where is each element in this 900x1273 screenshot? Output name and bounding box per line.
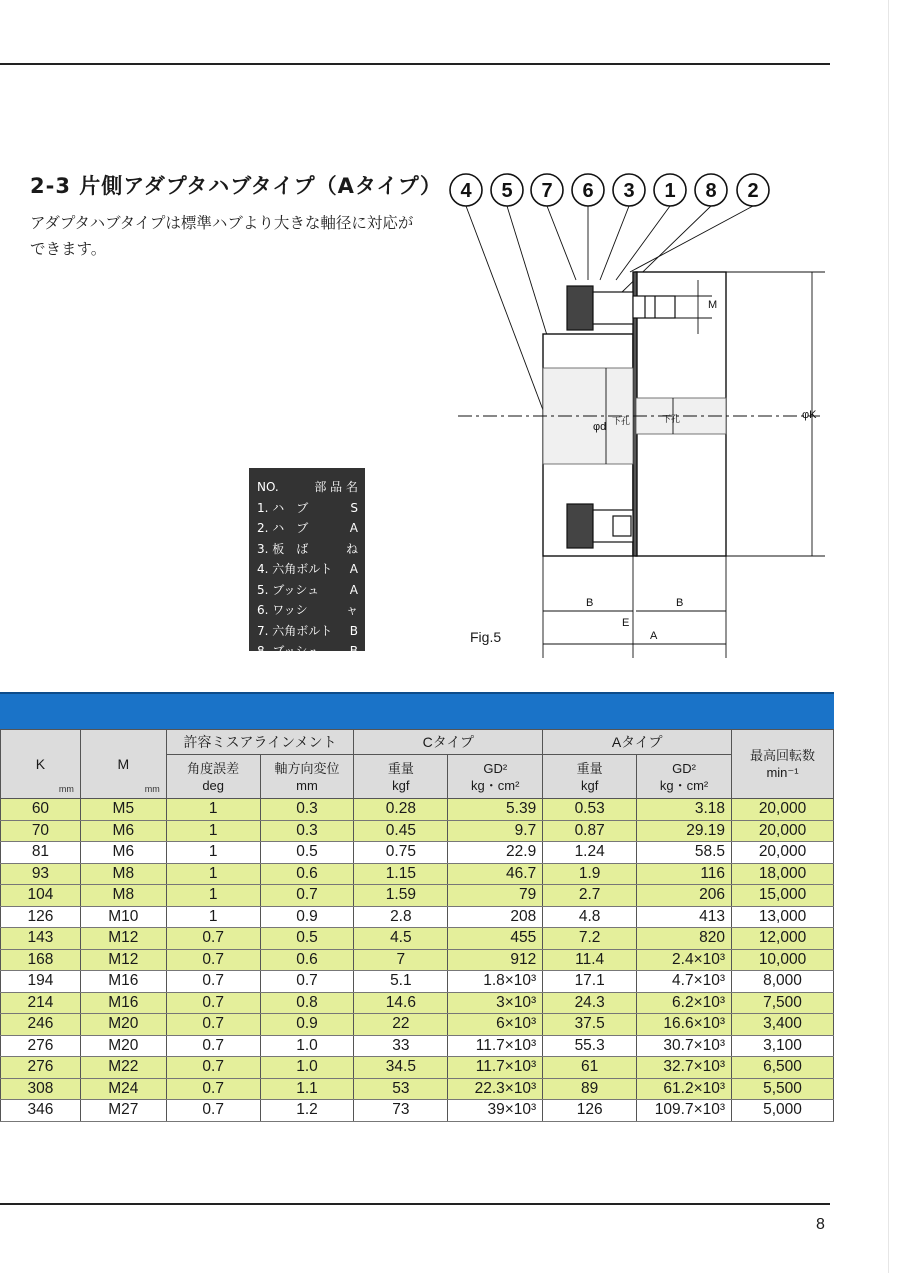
cell-M: M8 [80, 885, 166, 907]
dim-label-shitaana-2: 下孔 [662, 414, 681, 424]
parts-item-label: 6. ワッシ [257, 603, 308, 617]
parts-item [257, 559, 358, 580]
cell-angle: 0.7 [166, 1100, 260, 1122]
cell-a-gd: 109.7×10³ [637, 1100, 732, 1122]
cell-a-weight: 89 [543, 1078, 637, 1100]
cell-angle: 1 [166, 906, 260, 928]
cell-M: M6 [80, 820, 166, 842]
parts-item-code: S [350, 500, 358, 515]
table-row [1, 971, 834, 993]
parts-item [257, 498, 358, 519]
cell-max-speed: 5,500 [732, 1078, 834, 1100]
cell-axial: 0.5 [260, 842, 354, 864]
cell-a-gd: 116 [637, 863, 732, 885]
cell-max-speed: 13,000 [732, 906, 834, 928]
cell-angle: 0.7 [166, 992, 260, 1014]
cell-a-gd: 32.7×10³ [637, 1057, 732, 1079]
col-header-max-speed: 最高回転数 min⁻¹ [732, 730, 834, 799]
cell-max-speed: 20,000 [732, 820, 834, 842]
parts-item [257, 621, 358, 642]
cell-M: M16 [80, 992, 166, 1014]
cell-c-weight: 1.59 [354, 885, 448, 907]
page-edge [888, 0, 889, 1273]
cell-max-speed: 3,100 [732, 1035, 834, 1057]
parts-item [257, 580, 358, 601]
page-number: 8 [816, 1216, 825, 1233]
cell-max-speed: 5,000 [732, 1100, 834, 1122]
cell-angle: 1 [166, 820, 260, 842]
table-row [1, 949, 834, 971]
cell-c-gd: 5.39 [448, 799, 543, 821]
cell-c-weight: 5.1 [354, 971, 448, 993]
callout-text: 1 [664, 180, 676, 202]
parts-item-label: 4. 六角ボルト [257, 562, 333, 576]
cell-angle: 1 [166, 863, 260, 885]
cell-angle: 0.7 [166, 949, 260, 971]
cell-angle: 0.7 [166, 971, 260, 993]
cell-axial: 1.0 [260, 1035, 354, 1057]
cell-a-weight: 55.3 [543, 1035, 637, 1057]
cell-a-weight: 7.2 [543, 928, 637, 950]
cell-axial: 1.0 [260, 1057, 354, 1079]
col-header-a-type: Aタイプ [543, 730, 732, 755]
cell-K: 214 [1, 992, 81, 1014]
cell-angle: 1 [166, 885, 260, 907]
figure-label: Fig.5 [470, 629, 502, 645]
table-row [1, 1078, 834, 1100]
cell-a-weight: 0.53 [543, 799, 637, 821]
col-header-misalignment: 許容ミスアラインメント [166, 730, 354, 755]
cell-a-weight: 24.3 [543, 992, 637, 1014]
parts-item-label: 8. ブッシュ [257, 644, 320, 658]
col-header-angle: 角度誤差 deg [166, 755, 260, 799]
table-banner [0, 692, 834, 729]
bolt-bottom [567, 504, 633, 548]
cell-a-weight: 37.5 [543, 1014, 637, 1036]
cell-a-gd: 30.7×10³ [637, 1035, 732, 1057]
table-row [1, 842, 834, 864]
cell-c-gd: 208 [448, 906, 543, 928]
callout-text: 6 [582, 180, 594, 202]
cell-a-gd: 16.6×10³ [637, 1014, 732, 1036]
cell-max-speed: 8,000 [732, 971, 834, 993]
cell-c-weight: 14.6 [354, 992, 448, 1014]
cell-c-gd: 79 [448, 885, 543, 907]
cell-K: 194 [1, 971, 81, 993]
table-row [1, 1014, 834, 1036]
cell-M: M20 [80, 1014, 166, 1036]
parts-item-code: B [349, 623, 358, 638]
cell-M: M24 [80, 1078, 166, 1100]
cell-c-weight: 7 [354, 949, 448, 971]
cell-axial: 0.5 [260, 928, 354, 950]
cell-M: M10 [80, 906, 166, 928]
cell-c-gd: 6×10³ [448, 1014, 543, 1036]
cell-a-gd: 58.5 [637, 842, 732, 864]
cell-angle: 0.7 [166, 928, 260, 950]
cell-c-weight: 0.28 [354, 799, 448, 821]
col-header-c-weight: 重量 kgf [354, 755, 448, 799]
cell-c-weight: 73 [354, 1100, 448, 1122]
cell-c-weight: 2.8 [354, 906, 448, 928]
parts-item-code: ャ [345, 603, 358, 617]
cell-max-speed: 18,000 [732, 863, 834, 885]
parts-item-label: 1. ハ ブ [257, 500, 309, 515]
cell-c-gd: 912 [448, 949, 543, 971]
parts-item [257, 518, 358, 539]
cell-K: 81 [1, 842, 81, 864]
coupling-diagram [440, 168, 840, 668]
cell-c-gd: 9.7 [448, 820, 543, 842]
dim-label-B-left: B [586, 597, 594, 609]
cell-c-gd: 3×10³ [448, 992, 543, 1014]
cell-a-weight: 4.8 [543, 906, 637, 928]
cell-M: M16 [80, 971, 166, 993]
cell-c-weight: 1.15 [354, 863, 448, 885]
cell-c-gd: 22.9 [448, 842, 543, 864]
cell-max-speed: 7,500 [732, 992, 834, 1014]
parts-item-label: 2. ハ ブ [257, 521, 309, 535]
cell-c-gd: 46.7 [448, 863, 543, 885]
callout-text: 8 [705, 180, 717, 202]
table-row [1, 863, 834, 885]
col-header-axial: 軸方向変位 mm [260, 755, 354, 799]
cell-M: M20 [80, 1035, 166, 1057]
cell-M: M12 [80, 949, 166, 971]
cell-angle: 0.7 [166, 1057, 260, 1079]
table-row [1, 1057, 834, 1079]
cell-a-weight: 0.87 [543, 820, 637, 842]
cell-angle: 0.7 [166, 1078, 260, 1100]
cell-a-weight: 11.4 [543, 949, 637, 971]
cell-a-gd: 2.4×10³ [637, 949, 732, 971]
cell-angle: 1 [166, 799, 260, 821]
callout-text: 3 [623, 180, 635, 202]
dim-label-phiK: φK [802, 409, 817, 421]
callout-text: 4 [460, 180, 472, 202]
callout-group [450, 174, 769, 206]
cell-c-gd: 11.7×10³ [448, 1057, 543, 1079]
cell-max-speed: 6,500 [732, 1057, 834, 1079]
section-description: アダプタハブタイプは標準ハブより大きな軸径に対応ができます。 [30, 214, 414, 258]
cell-a-gd: 820 [637, 928, 732, 950]
table-row [1, 1035, 834, 1057]
col-header-c-type: Cタイプ [354, 730, 543, 755]
cell-c-weight: 0.45 [354, 820, 448, 842]
parts-item-code: A [349, 582, 358, 597]
cell-c-gd: 22.3×10³ [448, 1078, 543, 1100]
cell-c-gd: 455 [448, 928, 543, 950]
parts-header-no: NO. [257, 480, 279, 494]
cell-a-gd: 3.18 [637, 799, 732, 821]
parts-item-label: 3. 板 ば [257, 541, 309, 556]
table-row [1, 885, 834, 907]
cell-a-gd: 6.2×10³ [637, 992, 732, 1014]
cell-max-speed: 20,000 [732, 842, 834, 864]
cell-max-speed: 20,000 [732, 799, 834, 821]
dim-label-shitaana-1: 下孔 [612, 416, 631, 426]
cell-axial: 0.9 [260, 1014, 354, 1036]
parts-item-code: A [349, 562, 358, 576]
cell-angle: 0.7 [166, 1014, 260, 1036]
parts-header-name: 部 品 名 [314, 480, 358, 494]
col-header-a-gd: GD² kg・cm² [637, 755, 732, 799]
table-row [1, 992, 834, 1014]
col-header-a-weight: 重量 kgf [543, 755, 637, 799]
col-header-M: M mm [80, 730, 166, 799]
cell-K: 143 [1, 928, 81, 950]
parts-item-code: A [349, 521, 358, 535]
cell-a-gd: 29.19 [637, 820, 732, 842]
cell-K: 346 [1, 1100, 81, 1122]
cell-K: 276 [1, 1057, 81, 1079]
parts-item-code: B [349, 644, 358, 658]
callout-text: 2 [747, 180, 759, 202]
parts-item [257, 641, 358, 662]
cell-M: M12 [80, 928, 166, 950]
callout-text: 7 [541, 180, 553, 202]
dim-label-phid: φd [593, 421, 607, 433]
cell-c-weight: 4.5 [354, 928, 448, 950]
cell-a-gd: 61.2×10³ [637, 1078, 732, 1100]
parts-item-label: 7. 六角ボルト [257, 623, 333, 638]
cell-c-weight: 34.5 [354, 1057, 448, 1079]
cell-K: 104 [1, 885, 81, 907]
cell-a-weight: 2.7 [543, 885, 637, 907]
cell-axial: 1.1 [260, 1078, 354, 1100]
cell-max-speed: 10,000 [732, 949, 834, 971]
parts-item [257, 600, 358, 621]
cell-axial: 1.2 [260, 1100, 354, 1122]
cell-K: 70 [1, 820, 81, 842]
cell-axial: 0.8 [260, 992, 354, 1014]
table-row [1, 928, 834, 950]
cell-K: 60 [1, 799, 81, 821]
parts-list [249, 468, 365, 658]
callout-text: 5 [501, 180, 513, 202]
cell-axial: 0.6 [260, 863, 354, 885]
bottom-rule [0, 1203, 830, 1205]
cell-M: M22 [80, 1057, 166, 1079]
cell-c-gd: 39×10³ [448, 1100, 543, 1122]
cell-axial: 0.3 [260, 820, 354, 842]
parts-list-header [257, 477, 358, 498]
cell-M: M5 [80, 799, 166, 821]
cell-K: 93 [1, 863, 81, 885]
cell-max-speed: 15,000 [732, 885, 834, 907]
spec-table [0, 729, 834, 1122]
dim-label-A: A [650, 630, 658, 642]
cell-axial: 0.6 [260, 949, 354, 971]
table-row [1, 1100, 834, 1122]
spec-table-body [1, 799, 834, 1122]
cell-a-weight: 61 [543, 1057, 637, 1079]
dim-label-M: M [708, 299, 718, 311]
cell-max-speed: 3,400 [732, 1014, 834, 1036]
cell-a-gd: 206 [637, 885, 732, 907]
cell-K: 276 [1, 1035, 81, 1057]
dim-label-E: E [622, 617, 630, 629]
cell-c-weight: 0.75 [354, 842, 448, 864]
cell-a-weight: 1.24 [543, 842, 637, 864]
cell-axial: 0.7 [260, 885, 354, 907]
cell-K: 308 [1, 1078, 81, 1100]
cell-a-weight: 126 [543, 1100, 637, 1122]
table-row [1, 799, 834, 821]
dim-label-B-right: B [676, 597, 684, 609]
cell-a-weight: 1.9 [543, 863, 637, 885]
section-title: 2-3 片側アダプタハブタイプ（Aタイプ） [30, 174, 442, 198]
cell-axial: 0.3 [260, 799, 354, 821]
cell-angle: 0.7 [166, 1035, 260, 1057]
cell-M: M6 [80, 842, 166, 864]
cell-a-weight: 17.1 [543, 971, 637, 993]
table-row [1, 820, 834, 842]
col-header-K: K mm [1, 730, 81, 799]
top-rule [0, 63, 830, 65]
cell-axial: 0.9 [260, 906, 354, 928]
cell-angle: 1 [166, 842, 260, 864]
cell-c-gd: 11.7×10³ [448, 1035, 543, 1057]
cell-M: M27 [80, 1100, 166, 1122]
cell-c-weight: 22 [354, 1014, 448, 1036]
parts-item [257, 539, 358, 560]
cell-c-gd: 1.8×10³ [448, 971, 543, 993]
cell-c-weight: 53 [354, 1078, 448, 1100]
cell-a-gd: 4.7×10³ [637, 971, 732, 993]
cell-c-weight: 33 [354, 1035, 448, 1057]
col-header-c-gd: GD² kg・cm² [448, 755, 543, 799]
cell-K: 126 [1, 906, 81, 928]
cell-M: M8 [80, 863, 166, 885]
cell-K: 246 [1, 1014, 81, 1036]
cell-axial: 0.7 [260, 971, 354, 993]
parts-item-code: ね [345, 541, 358, 556]
table-row [1, 906, 834, 928]
cell-a-gd: 413 [637, 906, 732, 928]
cell-max-speed: 12,000 [732, 928, 834, 950]
cell-K: 168 [1, 949, 81, 971]
parts-item-label: 5. ブッシュ [257, 582, 320, 597]
